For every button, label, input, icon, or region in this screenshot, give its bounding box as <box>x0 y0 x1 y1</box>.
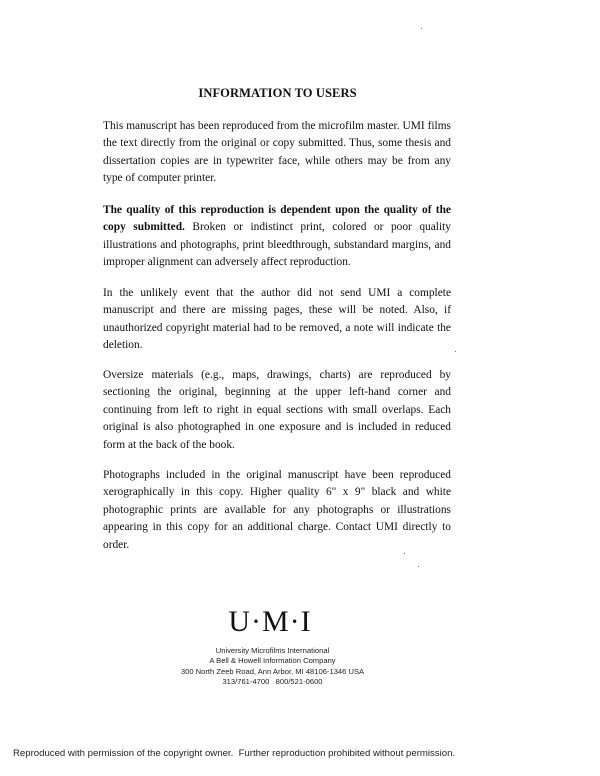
address-line: A Bell & Howell Information Company <box>209 656 336 666</box>
paragraph-4 <box>103 367 451 454</box>
publisher-address <box>0 646 545 687</box>
copyright-footer: Reproduced with permission of the copyright owner. Further reproduction prohibited without permission. <box>13 748 456 759</box>
scan-speck <box>455 351 456 352</box>
paragraph-2 <box>103 202 451 272</box>
address-line: University Microfilms International <box>215 646 330 655</box>
paragraph-3-text: In the unlikely event that the author did not send UMI a complete manuscript and there are missing pages, these will be noted. Also, if unauthorized copyright material had to be removed, a note will indicate the deletion. <box>103 287 451 352</box>
scan-speck <box>404 553 405 554</box>
umi-logo: U·M·I <box>228 605 312 638</box>
scan-speck <box>421 28 422 29</box>
paragraph-1 <box>103 118 451 188</box>
paragraph-5-text: Photographs included in the original manuscript have been reproduced xerographically in this copy. Higher quality 6" x 9" black and white photographic prints are available for any photographs or illustrations appearing in this copy for an additional charge. Contact UMI directly to order. <box>103 469 451 551</box>
paragraph-4-text: Oversize materials (e.g., maps, drawings, charts) are reproduced by sectioning the original, beginning at the upper left-hand corner and continuing from left to right in equal sections with small overlaps. Each original is also photographed in one exposure and is included in reduced form at the back of the book. <box>103 369 451 451</box>
scan-speck <box>418 566 419 567</box>
paragraph-2-bold-lead: The quality of this reproduction is dependent upon the quality of the copy submitted. <box>103 204 451 234</box>
page-title: INFORMATION TO USERS <box>198 86 357 100</box>
address-line: 300 North Zeeb Road, Ann Arbor, MI 48106-1346 USA <box>180 666 365 676</box>
address-line: 313/761-4700 800/521-0600 <box>222 676 323 686</box>
paragraph-1-text: This manuscript has been reproduced from the microfilm master. UMI films the text directly from the original or copy submitted. Thus, some thesis and dissertation copies are in typewriter face, while others may be from any type of computer printer. <box>103 120 451 185</box>
paragraph-5 <box>103 467 451 554</box>
paragraph-3 <box>103 285 451 355</box>
paragraph-2-text: Broken or indistinct print, colored or poor quality illustrations and photographs, print bleedthrough, substandard margins, and improper alignment can adversely affect reproduction. <box>103 221 451 269</box>
